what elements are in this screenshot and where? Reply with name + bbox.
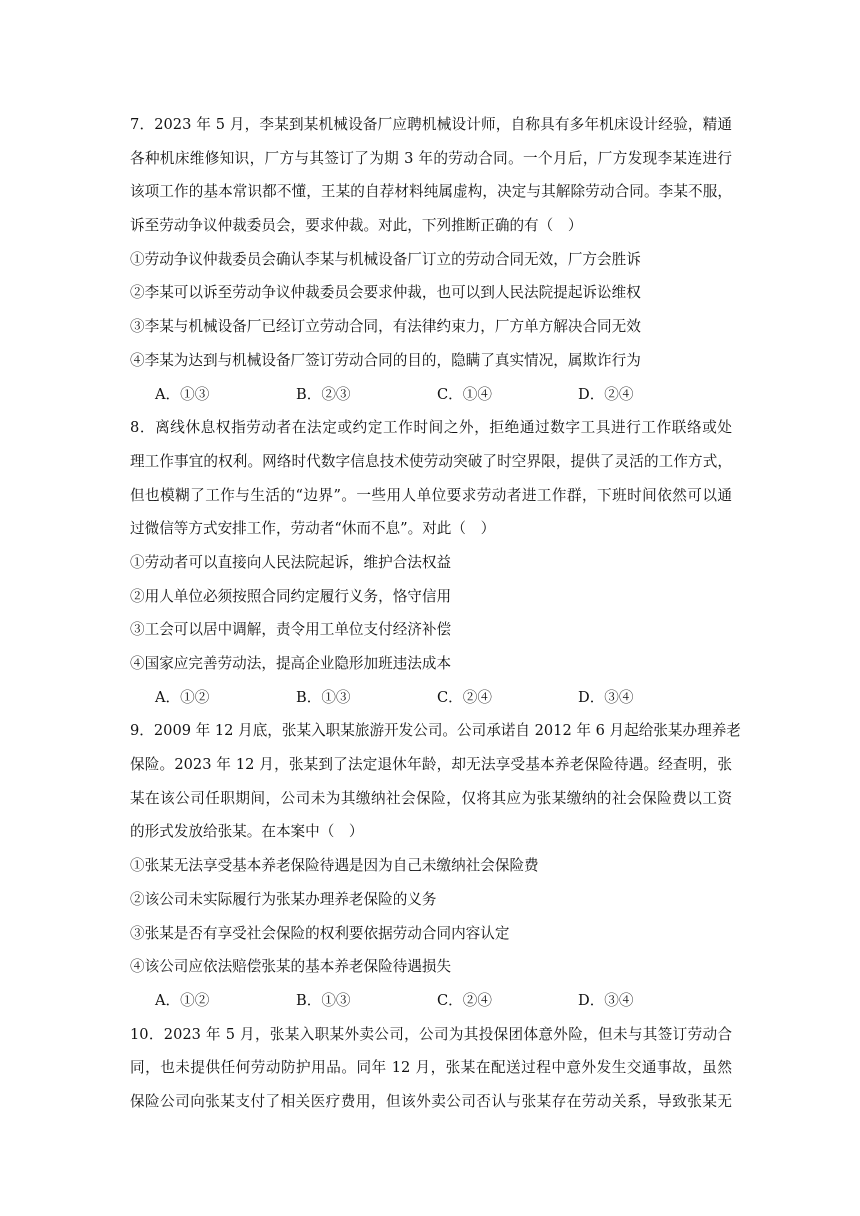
question-stem-line: 保险公司向张某支付了相关医疗费用，但该外卖公司否认与张某存在劳动关系，导致张某无 bbox=[130, 1092, 732, 1110]
question-stem-line: 同，也未提供任何劳动防护用品。同年 12 月，张某在配送过程中意外发生交通事故，虽然 bbox=[130, 1059, 732, 1077]
statement-option: ④该公司应依法赔偿张某的基本养老保险待遇损失 bbox=[130, 958, 452, 976]
choice-b: B．①③ bbox=[296, 688, 351, 706]
choice-c: C．②④ bbox=[437, 688, 492, 706]
question-stem-line: 某在该公司任职期间，公司未为其缴纳社会保险，仅将其应为张某缴纳的社会保险费以工资 bbox=[130, 789, 732, 807]
question-stem-line: 8．离线休息权指劳动者在法定或约定工作时间之外，拒绝通过数字工具进行工作联络或处 bbox=[130, 419, 732, 437]
question-stem-line: 保险。2023 年 12 月，张某到了法定退休年龄，却无法享受基本养老保险待遇。经查明，张 bbox=[130, 756, 732, 774]
question-8 bbox=[130, 411, 732, 714]
choice-a: A．①② bbox=[155, 688, 210, 706]
choice-c: C．②④ bbox=[437, 991, 492, 1009]
statement-option: ②用人单位必须按照合同约定履行义务，恪守信用 bbox=[130, 587, 452, 605]
statement-option: ②该公司未实际履行为张某办理养老保险的义务 bbox=[130, 890, 437, 908]
question-stem-line: 的形式发放给张某。在本案中（ ） bbox=[130, 823, 364, 841]
statement-option: ①劳动者可以直接向人民法院起诉，维护合法权益 bbox=[130, 553, 452, 571]
choice-b: B．②③ bbox=[296, 385, 351, 403]
question-stem-line: 但也模糊了工作与生活的“边界”。一些用人单位要求劳动者进工作群，下班时间依然可以通 bbox=[130, 486, 732, 504]
choice-d: D．②④ bbox=[578, 385, 634, 403]
question-stem-line: 10．2023 年 5 月，张某入职某外卖公司，公司为其投保团体意外险，但未与其签订劳动合 bbox=[130, 1025, 732, 1043]
question-stem-line: 7．2023 年 5 月，李某到某机械设备厂应聘机械设计师，自称具有多年机床设计经验，精通 bbox=[130, 116, 732, 133]
answer-choices bbox=[130, 378, 732, 412]
statement-option: ③工会可以居中调解，责令用工单位支付经济补偿 bbox=[130, 621, 452, 639]
statement-option: ②李某可以诉至劳动争议仲裁委员会要求仲裁，也可以到人民法院提起诉讼维权 bbox=[130, 284, 641, 302]
statement-option: ④国家应完善劳动法，提高企业隐形加班违法成本 bbox=[130, 655, 452, 672]
statement-option: ①张某无法享受基本养老保险待遇是因为自己未缴纳社会保险费 bbox=[130, 857, 539, 875]
document-page bbox=[130, 108, 741, 1119]
question-9 bbox=[130, 714, 741, 1017]
question-stem-line: 理工作事宜的权利。网络时代数字信息技术使劳动突破了时空界限，提供了灵活的工作方式， bbox=[130, 452, 732, 470]
choice-c: C．①④ bbox=[437, 385, 492, 403]
statement-option: ④李某为达到与机械设备厂签订劳动合同的目的，隐瞒了真实情况，属欺诈行为 bbox=[130, 351, 641, 369]
choice-a: A．①② bbox=[155, 991, 210, 1009]
question-stem-line: 各种机床维修知识，厂方与其签订了为期 3 年的劳动合同。一个月后，厂方发现李某连进行 bbox=[130, 149, 732, 167]
choice-b: B．①③ bbox=[296, 991, 351, 1009]
question-stem-line: 诉至劳动争议仲裁委员会，要求仲裁。对此，下列推断正确的有（ ） bbox=[130, 217, 583, 235]
question-stem-line: 该项工作的基本常识都不懂，王某的自荐材料纯属虚构，决定与其解除劳动合同。李某不服， bbox=[130, 183, 732, 201]
question-7 bbox=[130, 108, 732, 411]
statement-option: ③李某与机械设备厂已经订立劳动合同，有法律约束力，厂方单方解决合同无效 bbox=[130, 318, 641, 336]
statement-option: ①劳动争议仲裁委员会确认李某与机械设备厂订立的劳动合同无效，厂方会胜诉 bbox=[130, 250, 641, 268]
question-stem-line: 过微信等方式安排工作，劳动者“休而不息”。对此（ ） bbox=[130, 520, 496, 538]
choice-a: A．①③ bbox=[155, 385, 210, 403]
question-stem-line: 9．2009 年 12 月底，张某入职某旅游开发公司。公司承诺自 2012 年 6 月起给张某办理养老 bbox=[130, 722, 741, 740]
choice-d: D．③④ bbox=[578, 991, 634, 1009]
answer-choices bbox=[130, 984, 732, 1018]
answer-choices bbox=[130, 681, 732, 715]
choice-d: D．③④ bbox=[578, 688, 634, 706]
statement-option: ③张某是否有享受社会保险的权利要依据劳动合同内容认定 bbox=[130, 924, 510, 942]
question-10 bbox=[130, 1018, 732, 1119]
